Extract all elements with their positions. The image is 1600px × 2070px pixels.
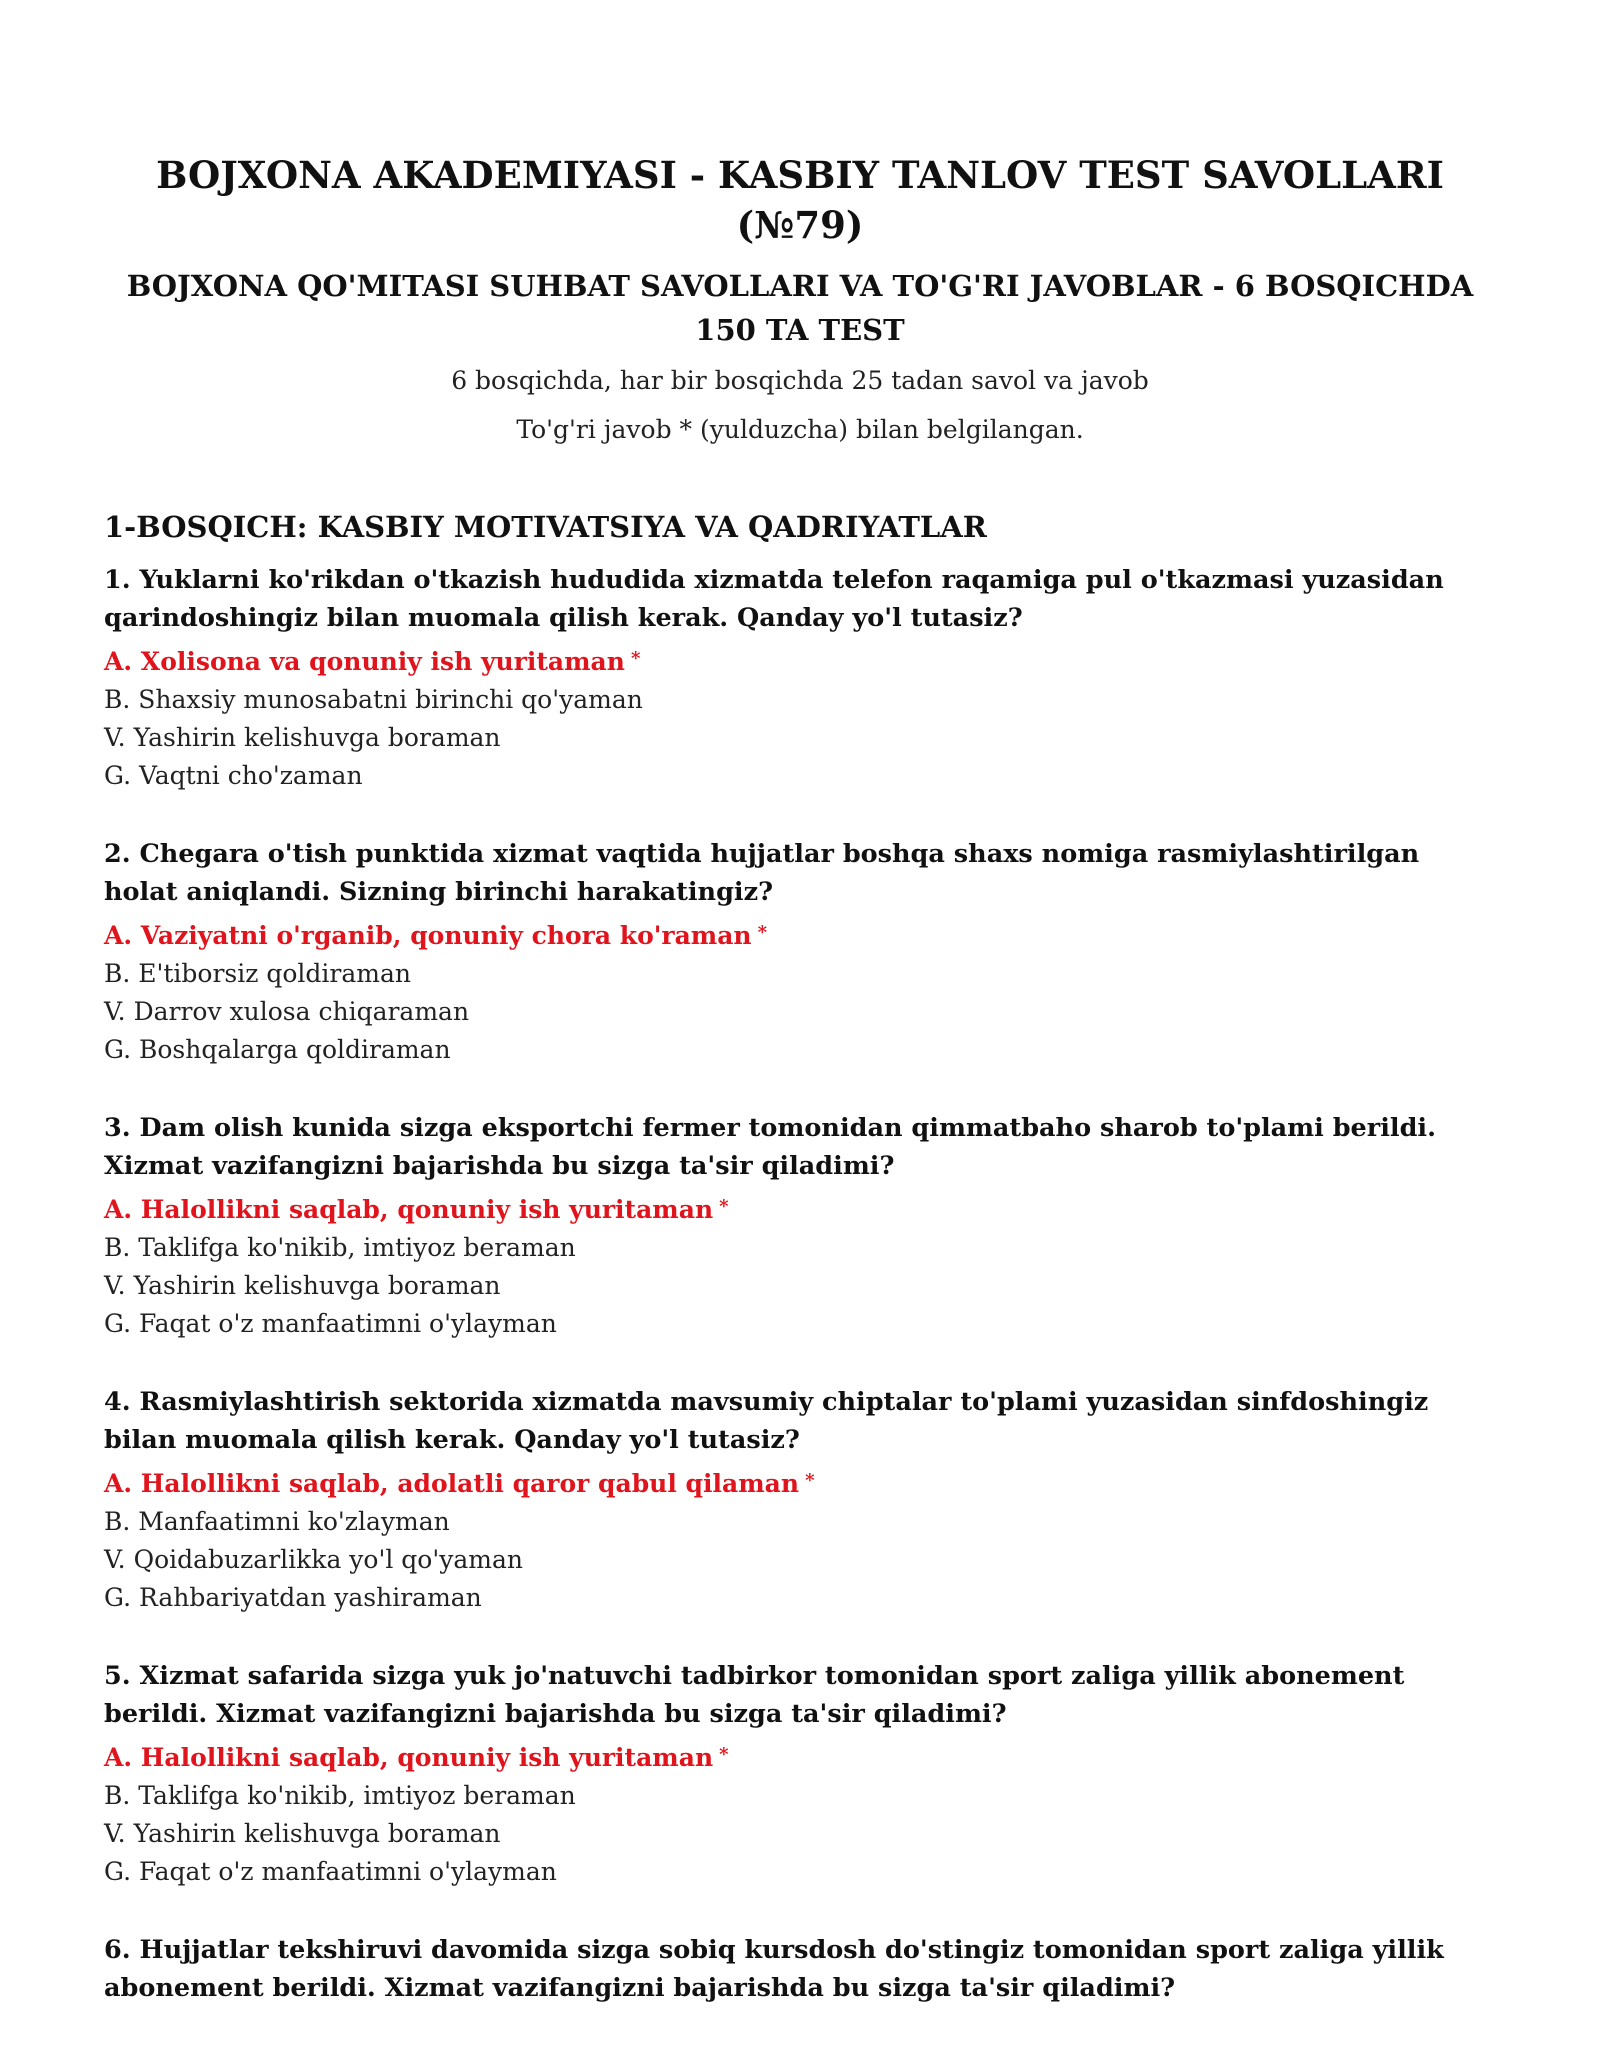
correct-star-marker: * [630, 648, 641, 669]
answer-text: A. Xolisona va qonuniy ish yuritaman [104, 647, 625, 676]
answer-option: B. Shaxsiy munosabatni birinchi qo'yaman [104, 685, 643, 714]
question-text: 1. Yuklarni ko'rikdan o'tkazish hududida xizmatda telefon raqamiga pul o'tkazmasi yuzasidan qarindoshingiz bilan muomala qilish kerak. Qanday yo'l tutasiz? [104, 565, 1444, 633]
answer-text: A. Vaziyatni o'rganib, qonuniy chora ko'raman [104, 921, 752, 950]
correct-answer [104, 1188, 1496, 1229]
question-1 [104, 561, 1496, 795]
correct-answer [104, 1462, 1496, 1503]
answer-option: G. Rahbariyatdan yashiraman [104, 1583, 482, 1612]
question-text: 6. Hujjatlar tekshiruvi davomida sizga sobiq kursdosh do'stingiz tomonidan sport zaliga yillik abonement berildi. Xizmat vazifangizni bajarishda bu sizga ta'sir qiladimi? [104, 1935, 1444, 2003]
question-text: 4. Rasmiylashtirish sektorida xizmatda mavsumiy chiptalar to'plami yuzasidan sinfdoshingiz bilan muomala qilish kerak. Qanday yo'l tutasiz? [104, 1387, 1429, 1455]
answer-text: A. Halollikni saqlab, qonuniy ish yuritaman [104, 1195, 714, 1224]
answer-option: G. Faqat o'z manfaatimni o'ylayman [104, 1309, 557, 1338]
answer-text: A. Halollikni saqlab, adolatli qaror qabul qilaman [104, 1469, 800, 1498]
document-page [104, 150, 1496, 2047]
answer-option: V. Yashirin kelishuvga boraman [104, 723, 501, 752]
question-6 [104, 1931, 1496, 2007]
question-text: 3. Dam olish kunida sizga eksportchi fermer tomonidan qimmatbaho sharob to'plami berildi. Xizmat vazifangizni bajarishda bu sizga ta'sir qiladimi? [104, 1113, 1436, 1181]
info-line-stages: 6 bosqichda, har bir bosqichda 25 tadan savol va javob [451, 366, 1149, 395]
answer-text: A. Halollikni saqlab, qonuniy ish yuritaman [104, 1743, 714, 1772]
correct-star-marker: * [757, 922, 768, 943]
answer-option: B. Taklifga ko'nikib, imtiyoz beraman [104, 1233, 576, 1262]
answer-option: G. Boshqalarga qoldiraman [104, 1035, 451, 1064]
correct-star-marker: * [805, 1470, 815, 1491]
answer-option: V. Yashirin kelishuvga boraman [104, 1819, 501, 1848]
section-title: 1-BOSQICH: KASBIY MOTIVATSIYA VA QADRIYATLAR [104, 510, 987, 544]
correct-answer [104, 914, 1496, 955]
answer-option: B. Taklifga ko'nikib, imtiyoz beraman [104, 1781, 576, 1810]
answer-option: V. Yashirin kelishuvga boraman [104, 1271, 501, 1300]
question-5 [104, 1657, 1496, 1891]
answer-option: V. Darrov xulosa chiqaraman [104, 997, 470, 1026]
correct-answer [104, 640, 1496, 681]
answer-option: G. Vaqtni cho'zaman [104, 761, 363, 790]
question-text: 2. Chegara o'tish punktida xizmat vaqtida hujjatlar boshqa shaxs nomiga rasmiylashtirilgan holat aniqlandi. Sizning birinchi harakatingiz? [104, 839, 1420, 907]
correct-answer [104, 1736, 1496, 1777]
answer-option: V. Qoidabuzarlikka yo'l qo'yaman [104, 1545, 523, 1574]
info-line-answer-marking: To'g'ri javob * (yulduzcha) bilan belgilangan. [516, 415, 1084, 444]
answer-option: G. Faqat o'z manfaatimni o'ylayman [104, 1857, 557, 1886]
answer-option: B. E'tiborsiz qoldiraman [104, 959, 411, 988]
question-text: 5. Xizmat safarida sizga yuk jo'natuvchi tadbirkor tomonidan sport zaliga yillik abonement berildi. Xizmat vazifangizni bajarishda bu sizga ta'sir qiladimi? [104, 1661, 1405, 1729]
correct-star-marker: * [719, 1196, 729, 1217]
question-4 [104, 1383, 1496, 1617]
document-title: BOJXONA AKADEMIYASI - KASBIY TANLOV TEST SAVOLLARI (№79) [156, 153, 1444, 247]
document-subtitle: BOJXONA QO'MITASI SUHBAT SAVOLLARI VA TO'G'RI JAVOBLAR - 6 BOSQICHDA 150 TA TEST [126, 269, 1474, 347]
answer-option: B. Manfaatimni ko'zlayman [104, 1507, 450, 1536]
question-3 [104, 1109, 1496, 1343]
question-2 [104, 835, 1496, 1069]
correct-star-marker: * [719, 1744, 729, 1765]
